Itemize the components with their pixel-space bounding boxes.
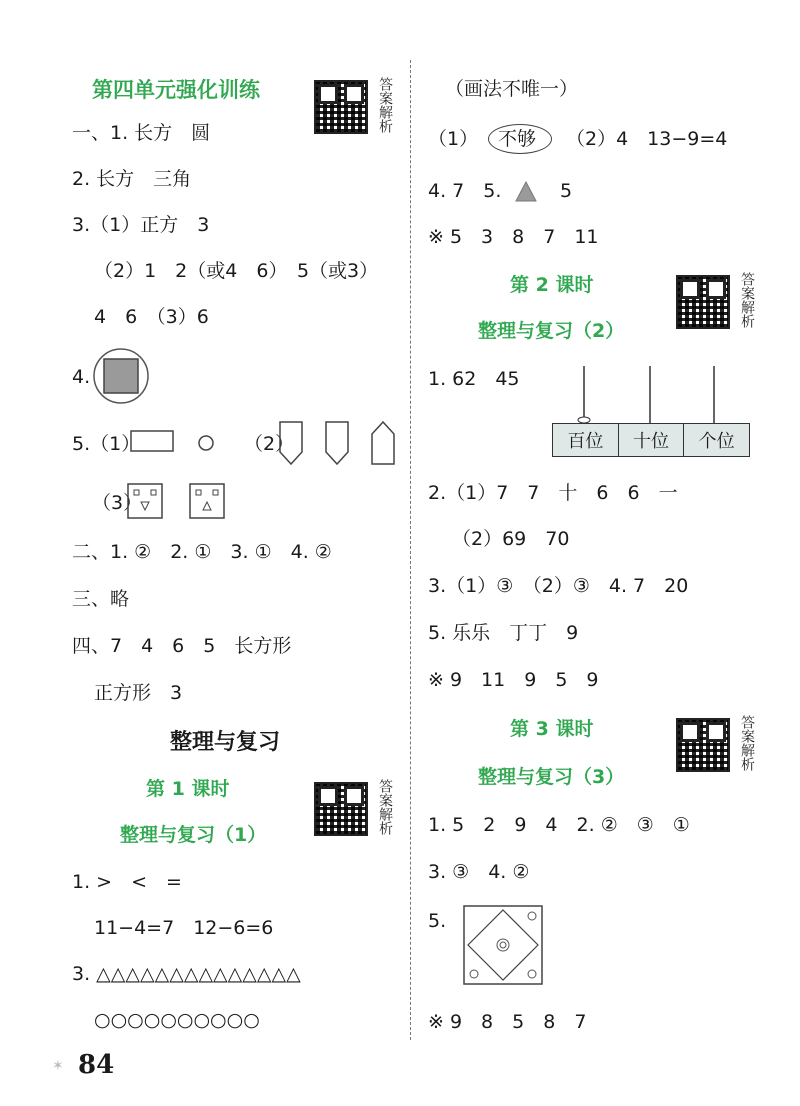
lesson-2-subtitle: 整理与复习（2） <box>478 320 625 342</box>
qr-code-icon[interactable] <box>314 782 368 836</box>
answer-line: 二、1. ② 2. ① 3. ① 4. ② <box>72 541 332 563</box>
answer-line: 5. <box>428 910 447 932</box>
answer-line: 5.（1） <box>72 433 141 455</box>
face-boxes <box>126 482 236 522</box>
page-number: 84 <box>78 1050 115 1080</box>
answer-line: 4. <box>72 366 91 388</box>
pencil-shapes <box>276 420 406 468</box>
answer-line: 三、略 <box>72 588 130 610</box>
oval-text: 不够 <box>498 128 537 150</box>
answer-line: 5 <box>560 180 573 202</box>
section-title: 第四单元强化训练 <box>92 78 260 102</box>
answer-line: 正方形 3 <box>94 682 183 704</box>
rectangle-shape <box>130 425 180 455</box>
place-value-ones: 个位 <box>698 431 735 452</box>
place-value-hundreds: 百位 <box>553 424 619 456</box>
column-divider <box>410 60 411 1040</box>
lesson-3-subtitle: 整理与复习（3） <box>478 766 625 788</box>
answer-line: 2.（1）7 7 十 6 6 一 <box>428 482 678 504</box>
qr-code-icon[interactable] <box>676 275 730 329</box>
qr-label: 答案解析 <box>739 715 755 771</box>
qr-label: 答案解析 <box>377 77 393 133</box>
answer-line: （2）1 2（或4 6） 5（或3） <box>94 260 379 282</box>
answer-line: ※ 9 11 9 5 9 <box>428 669 599 691</box>
answer-line: ○○○○○○○○○○ <box>94 1009 260 1031</box>
answer-line: 3.（1）③ （2）③ 4. 7 20 <box>428 575 689 597</box>
lesson-3-title: 第 3 课时 <box>510 718 594 740</box>
answer-line: 4. 7 5. <box>428 180 502 202</box>
circle-shape <box>196 432 218 454</box>
qr-code-icon[interactable] <box>676 718 730 772</box>
answer-line: 1. 5 2 9 4 2. ② ③ ① <box>428 814 690 836</box>
star-decoration-icon: ✶ <box>52 1058 64 1074</box>
answer-line: 4 6 （3）6 <box>94 306 209 328</box>
answer-line: 5. 乐乐 丁丁 9 <box>428 622 579 644</box>
place-value-tens: 十位 <box>619 424 685 456</box>
answer-line: 3. ③ 4. ② <box>428 861 530 883</box>
qr-label: 答案解析 <box>377 779 393 835</box>
answer-line: （2）69 70 <box>452 528 570 550</box>
snail-grid-figure <box>462 904 544 986</box>
place-value-table <box>552 423 750 457</box>
lesson-2-title: 第 2 课时 <box>510 274 594 296</box>
circle-square-figure <box>92 348 152 404</box>
answer-line: （2） <box>244 433 295 455</box>
qr-label: 答案解析 <box>739 272 755 328</box>
answer-line: 一、1. 长方 圆 <box>72 122 211 144</box>
answer-line: 1. > < = <box>72 871 182 893</box>
answer-line: 3. △△△△△△△△△△△△△△ <box>72 963 301 985</box>
answer-line: （3） <box>92 492 143 514</box>
answer-line: 2. 长方 三角 <box>72 168 192 190</box>
answer-line: （2）4 13−9=4 <box>566 128 728 150</box>
answer-line: 3.（1）正方 3 <box>72 214 210 236</box>
lesson-1-subtitle: 整理与复习（1） <box>120 824 267 846</box>
answer-line: ※ 9 8 5 8 7 <box>428 1011 587 1033</box>
qr-code-icon[interactable] <box>314 80 368 134</box>
answer-line: （1） <box>428 128 479 150</box>
answer-line: ※ 5 3 8 7 11 <box>428 226 599 248</box>
answer-line: （画法不唯一） <box>445 78 579 100</box>
answer-line: 11−4=7 12−6=6 <box>94 917 274 939</box>
review-title: 整理与复习 <box>170 730 281 755</box>
triangle-shape <box>514 180 538 204</box>
lesson-1-title: 第 1 课时 <box>146 778 230 800</box>
answer-line: 1. 62 45 <box>428 368 520 390</box>
answer-line: 四、7 4 6 5 长方形 <box>72 635 292 657</box>
abacus-rods <box>552 362 748 426</box>
